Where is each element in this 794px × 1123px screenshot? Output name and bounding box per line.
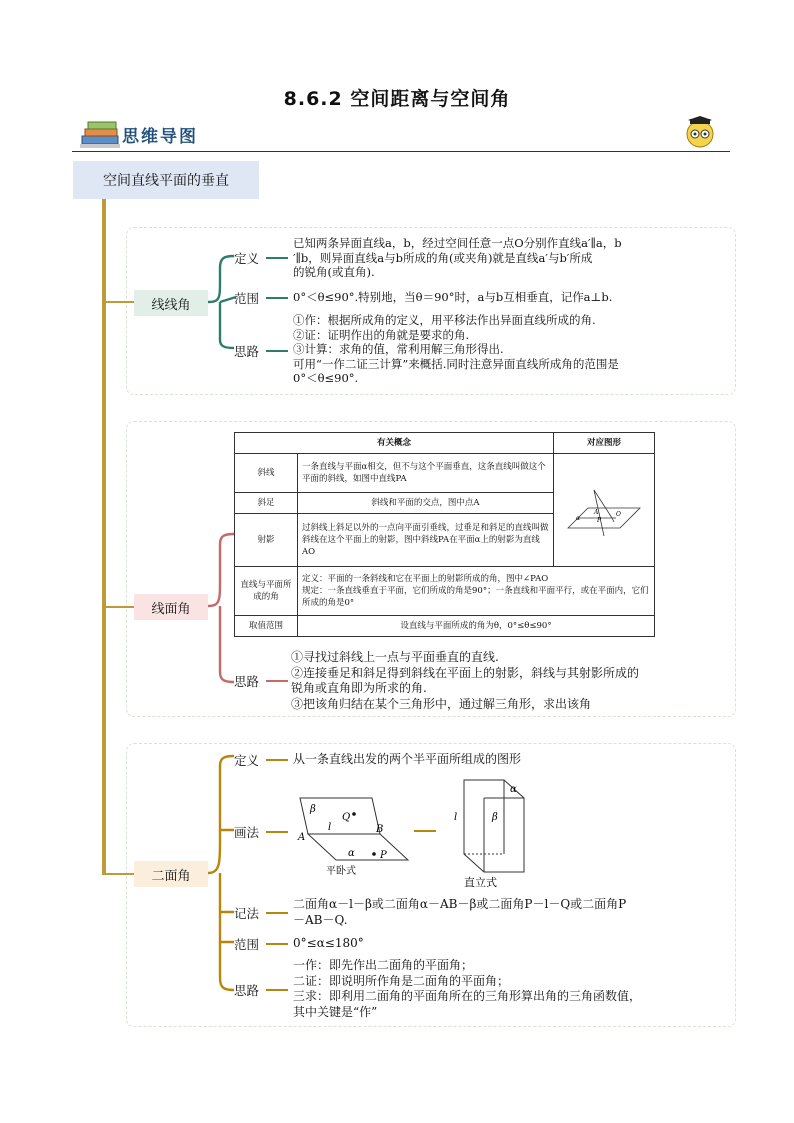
s1-app-line-1: ①作：根据所成角的定义，用平移法作出异面直线所成的角.: [293, 313, 596, 327]
s3-app-line-4: 其中关键是“作”: [293, 1004, 378, 1019]
fig-a-label: A: [594, 509, 599, 516]
concept-table: [234, 432, 655, 637]
s3-leader-3: [266, 912, 288, 914]
flat-b-label: B: [376, 824, 384, 835]
s2-label-approach: 思路: [234, 674, 260, 689]
s1-def-line-2: ′∥b，则异面直线a与b所成的角(或夹角)就是直线a′与b′所成: [293, 250, 593, 265]
table-row: [235, 454, 655, 493]
flat-q-label: Q: [342, 812, 351, 823]
s1-text-range: 0°＜θ≤90°.特别地，当θ＝90°时，a与b互相垂直，记作a⊥b.: [293, 290, 613, 304]
s1-text-approach: [293, 313, 729, 386]
flat-p-label: P: [380, 850, 387, 861]
s2-app-line-1: ①寻找过斜线上一点与平面垂直的直线.: [291, 650, 499, 664]
s3-app-line-1: 一作：即先作出二面角的平面角；: [293, 958, 474, 972]
row-name-range: 取值范围: [235, 616, 298, 637]
s3-label-notation: 记法: [234, 906, 260, 921]
row-name-projection: 射影: [235, 514, 298, 567]
row-text-angle-rule: 规定：一条直线垂直于平面，它们所成的角是90°；一条直线和平面平行，或在平面内，它们所成的角是0°: [302, 586, 649, 608]
s1-leader-3: [266, 350, 288, 352]
s1-label-approach: 思路: [234, 344, 260, 359]
section-3-category: 二面角: [134, 861, 208, 887]
row-name-foot: 斜足: [235, 493, 298, 514]
flat-l-label: l: [328, 822, 332, 833]
s1-app-line-2: ②证：证明作出的角就是要求的角.: [293, 327, 470, 342]
row-name-angle: 直线与平面所成的角: [235, 567, 298, 616]
row-text-oblique: 一条直线与平面α相交，但不与这个平面垂直，这条直线叫做这个平面的斜线，如图中直线PA: [298, 454, 554, 493]
upright-l-label: l: [454, 812, 458, 823]
s3-text-range: 0°≤α≤180°: [293, 936, 364, 950]
flat-a-label: A: [298, 832, 306, 843]
flat-alpha-label: α: [348, 848, 355, 859]
s1-app-line-3: ③计算：求角的值，常利用解三角形得出.: [293, 342, 504, 356]
table-row: [235, 567, 655, 616]
upright-beta-label: β: [492, 812, 498, 823]
table-header-figure: 对应图形: [554, 433, 655, 454]
page-title: 8.6.2 空间距离与空间角: [283, 88, 511, 110]
s2-leader: [266, 680, 288, 682]
upright-caption: 直立式: [464, 876, 497, 889]
upright-alpha-label: α: [510, 784, 517, 795]
upright-dihedral-figure: [448, 776, 530, 890]
s3-label-drawing: 画法: [234, 825, 260, 840]
s3-text-notation: [293, 897, 729, 928]
row-text-foot: 斜线和平面的交点，图中点A: [298, 493, 554, 514]
s3-leader-5: [266, 989, 288, 991]
s3-label-definition: 定义: [234, 753, 260, 768]
flat-beta-label: β: [310, 804, 316, 815]
s3-app-line-2: 二证：即说明所作角是二面角的平面角；: [293, 973, 510, 988]
s1-def-line-3: 的锐角(或直角).: [293, 265, 375, 279]
books-icon: [78, 116, 124, 150]
s2-text-approach: [291, 650, 729, 712]
s1-app-line-5: 0°＜θ≤90°.: [293, 371, 359, 385]
table-figure-cell: [554, 454, 655, 567]
banner-divider: [72, 151, 730, 152]
owl-icon: [684, 116, 716, 148]
s3-label-range: 范围: [234, 937, 260, 952]
s3-leader-2: [266, 831, 288, 833]
s3-not-line-1: 二面角α－l－β或二面角α－AB－β或二面角P－l－Q或二面角P: [293, 897, 627, 911]
fig-alpha-label: α: [576, 515, 581, 522]
section-2-category: 线面角: [134, 594, 208, 620]
s2-app-line-2: ②连接垂足和斜足得到斜线在平面上的射影，斜线与其射影所成的: [291, 665, 640, 680]
section-1-category: 线线角: [134, 290, 208, 316]
section-1-connector: [105, 301, 135, 303]
s1-label-range: 范围: [234, 291, 260, 306]
table-row: [235, 616, 655, 637]
fig-p-label: P: [597, 517, 602, 524]
section-2-connector: [105, 606, 135, 608]
figure-connector: [414, 830, 436, 832]
s2-app-line-3: 锐角或直角即为所求的角.: [291, 681, 427, 695]
root-node: 空间直线平面的垂直: [73, 161, 259, 199]
s1-def-line-1: 已知两条异面直线a，b，经过空间任意一点O分别作直线a′∥a，b: [293, 236, 622, 250]
section-3-connector: [105, 873, 135, 875]
s2-app-line-4: ③把该角归结在某个三角形中，通过解三角形，求出该角: [291, 696, 592, 711]
line-plane-figure: [554, 456, 646, 560]
row-text-range: 设直线与平面所成的角为θ，0°≤θ≤90°: [298, 616, 655, 637]
row-text-angle-definition: 定义：平面的一条斜线和它在平面上的射影所成的角，图中∠PAO: [302, 574, 549, 584]
s3-leader-1: [266, 759, 288, 761]
s1-leader-2: [266, 297, 288, 299]
s1-label-definition: 定义: [234, 251, 260, 266]
flat-caption: 平卧式: [326, 866, 356, 877]
s3-text-approach: [293, 958, 729, 1020]
s3-label-approach: 思路: [234, 983, 260, 998]
concept-table-wrapper: [234, 432, 655, 637]
s3-text-definition: 从一条直线出发的两个半平面所组成的图形: [293, 752, 522, 766]
section-3-brace: [206, 752, 242, 996]
row-text-projection: 过斜线上斜足以外的一点向平面引垂线，过垂足和斜足的直线叫做斜线在这个平面上的射影，图中斜线PA在平面α上的射影为直线AO: [298, 514, 554, 567]
s3-not-line-2: －AB－Q.: [293, 912, 348, 927]
row-text-angle: [298, 567, 655, 616]
s1-leader-1: [266, 257, 288, 259]
flat-dihedral-figure: [294, 792, 416, 878]
s1-app-line-4: 可用“一作二证三计算”来概括.同时注意异面直线所成角的范围是: [293, 356, 619, 371]
fig-o-label: O: [616, 511, 621, 518]
row-name-oblique: 斜线: [235, 454, 298, 493]
s1-text-definition: [293, 236, 729, 280]
banner-title: 思维导图: [122, 127, 198, 147]
s3-app-line-3: 三求：即利用二面角的平面角所在的三角形算出角的三角函数值，: [293, 989, 642, 1003]
table-header-concept: 有关概念: [235, 433, 554, 454]
s3-leader-4: [266, 943, 288, 945]
